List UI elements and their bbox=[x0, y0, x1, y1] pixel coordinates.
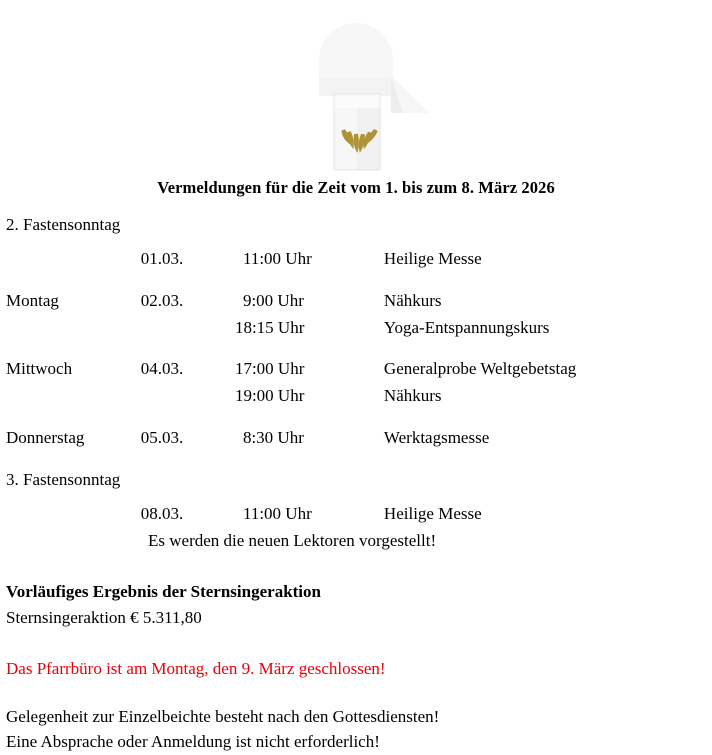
sternsinger-heading: Vorläufiges Ergebnis der Sternsingeraktion bbox=[6, 582, 321, 602]
schedule-event bbox=[384, 467, 712, 494]
table-row bbox=[6, 356, 712, 383]
schedule-event: Nähkurs bbox=[383, 386, 442, 406]
table-row bbox=[6, 288, 712, 315]
schedule-time: 11:00 Uhr bbox=[242, 248, 312, 268]
schedule-time bbox=[235, 467, 384, 494]
schedule-time: 17:00 Uhr bbox=[234, 359, 305, 379]
schedule-date bbox=[141, 467, 235, 494]
table-row bbox=[6, 246, 712, 273]
schedule-date bbox=[141, 315, 235, 342]
schedule-day bbox=[6, 383, 141, 410]
confession-line-1: Gelegenheit zur Einzelbeichte besteht nach den Gottesdiensten! bbox=[6, 706, 440, 726]
schedule-date bbox=[141, 383, 235, 410]
row-spacer bbox=[6, 494, 712, 501]
schedule-day: Mittwoch bbox=[6, 359, 73, 379]
schedule-date: 01.03. bbox=[140, 248, 184, 268]
schedule-date: 04.03. bbox=[140, 359, 184, 379]
schedule-event: Generalprobe Weltgebetstag bbox=[383, 359, 577, 379]
schedule-table bbox=[6, 212, 712, 528]
schedule-day: Montag bbox=[6, 290, 59, 310]
schedule-day bbox=[6, 315, 141, 342]
row-spacer bbox=[6, 452, 712, 467]
logo-container bbox=[0, 0, 712, 178]
table-row bbox=[6, 315, 712, 342]
section-spacer bbox=[0, 682, 712, 704]
schedule-date: 08.03. bbox=[140, 503, 184, 523]
schedule-day: 3. Fastensonntag bbox=[6, 470, 121, 490]
schedule-time: 9:00 Uhr bbox=[242, 290, 304, 310]
section-spacer bbox=[0, 553, 712, 579]
schedule-event: Nähkurs bbox=[383, 290, 442, 310]
schedule-time: 11:00 Uhr bbox=[242, 503, 312, 523]
schedule-time bbox=[235, 212, 384, 239]
schedule-event: Heilige Messe bbox=[383, 503, 482, 523]
schedule-day: 2. Fastensonntag bbox=[6, 215, 121, 234]
page-title: Vermeldungen für die Zeit vom 1. bis zum 8. März 2026 bbox=[157, 178, 555, 197]
schedule-day bbox=[6, 501, 141, 528]
schedule-event: Yoga-Entspannungskurs bbox=[383, 317, 550, 337]
sternsinger-amount: Sternsingeraktion € 5.311,80 bbox=[6, 607, 202, 627]
schedule-time: 8:30 Uhr bbox=[242, 428, 304, 448]
table-row bbox=[6, 467, 712, 494]
section-spacer bbox=[0, 630, 712, 656]
row-spacer bbox=[6, 410, 712, 425]
row-spacer bbox=[6, 341, 712, 356]
table-row bbox=[6, 425, 712, 452]
schedule-date bbox=[141, 212, 235, 239]
schedule-date: 02.03. bbox=[140, 290, 184, 310]
schedule-time: 19:00 Uhr bbox=[234, 386, 305, 406]
lektoren-note: Es werden die neuen Lektoren vorgestellt! bbox=[148, 530, 437, 550]
row-spacer bbox=[6, 273, 712, 288]
parish-logo-dove-graphic bbox=[281, 8, 431, 168]
table-row bbox=[6, 501, 712, 528]
schedule-time: 18:15 Uhr bbox=[234, 317, 305, 337]
row-spacer bbox=[6, 239, 712, 246]
schedule-date: 05.03. bbox=[140, 428, 184, 448]
table-row bbox=[6, 383, 712, 410]
schedule-event: Heilige Messe bbox=[383, 248, 482, 268]
confession-line-2: Eine Absprache oder Anmeldung ist nicht erforderlich! bbox=[6, 732, 380, 752]
schedule-day bbox=[6, 246, 141, 273]
schedule-day: Donnerstag bbox=[6, 428, 85, 448]
office-closed-notice: Das Pfarrbüro ist am Montag, den 9. März geschlossen! bbox=[6, 659, 386, 679]
schedule-event bbox=[384, 212, 712, 239]
schedule-event: Werktagsmesse bbox=[383, 428, 490, 448]
table-row bbox=[6, 212, 712, 239]
